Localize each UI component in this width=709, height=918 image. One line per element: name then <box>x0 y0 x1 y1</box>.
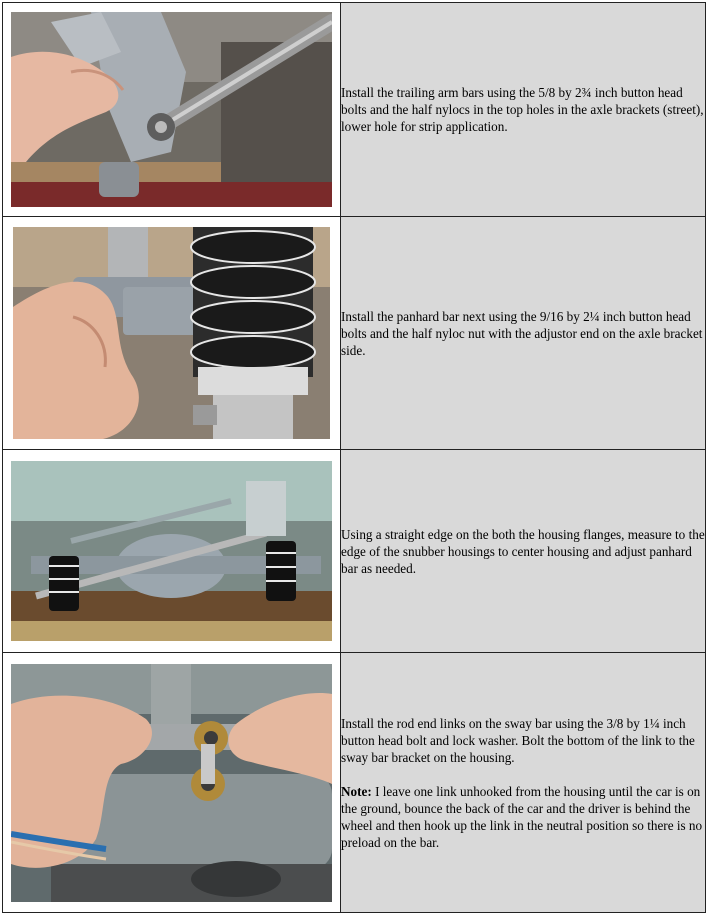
step-1-text-cell <box>341 3 706 217</box>
step-3-photo-cell <box>3 450 341 653</box>
step-4-instruction: Install the rod end links on the sway bar using the 3/8 by 1¼ inch button head bolt and lock washer. Bolt the bottom of the link to the sway bar bracket on the housing. <box>341 715 695 765</box>
step-row-4 <box>3 653 706 913</box>
step-3-photo <box>11 461 332 641</box>
note-label: Note: <box>341 783 372 799</box>
step-2-instruction: Install the panhard bar next using the 9/16 by 2¼ inch button head bolts and the half nyloc nut with the adjustor end on the axle bracket side. <box>341 308 703 358</box>
step-2-photo <box>13 227 330 439</box>
step-2-text-cell <box>341 217 706 450</box>
step-4-note <box>341 783 705 851</box>
step-1-instruction: Install the trailing arm bars using the 5/8 by 2¾ inch button head bolts and the half nylocs in the top holes in the axle brackets (street), lower hole for strip application. <box>341 85 704 134</box>
step-4-photo <box>11 664 332 902</box>
step-2-photo-cell <box>3 217 341 450</box>
step-3-instruction: Using a straight edge on the both the housing flanges, measure to the edge of the snubber housings to center housing and adjust panhard bar as needed. <box>341 526 705 576</box>
step-1-photo <box>11 12 332 207</box>
note-text: I leave one link unhooked from the housing until the car is on the ground, bounce the back of the car and the driver is behind the wheel and then hook up the link in the neutral position so there is no preload on the bar. <box>341 783 703 850</box>
step-row-2 <box>3 217 706 450</box>
step-3-text-cell <box>341 450 706 653</box>
step-4-text-cell <box>341 653 706 913</box>
step-row-1 <box>3 3 706 217</box>
step-4-photo-cell <box>3 653 341 913</box>
instructions-table <box>2 2 706 913</box>
step-1-photo-cell <box>3 3 341 217</box>
step-row-3 <box>3 450 706 653</box>
